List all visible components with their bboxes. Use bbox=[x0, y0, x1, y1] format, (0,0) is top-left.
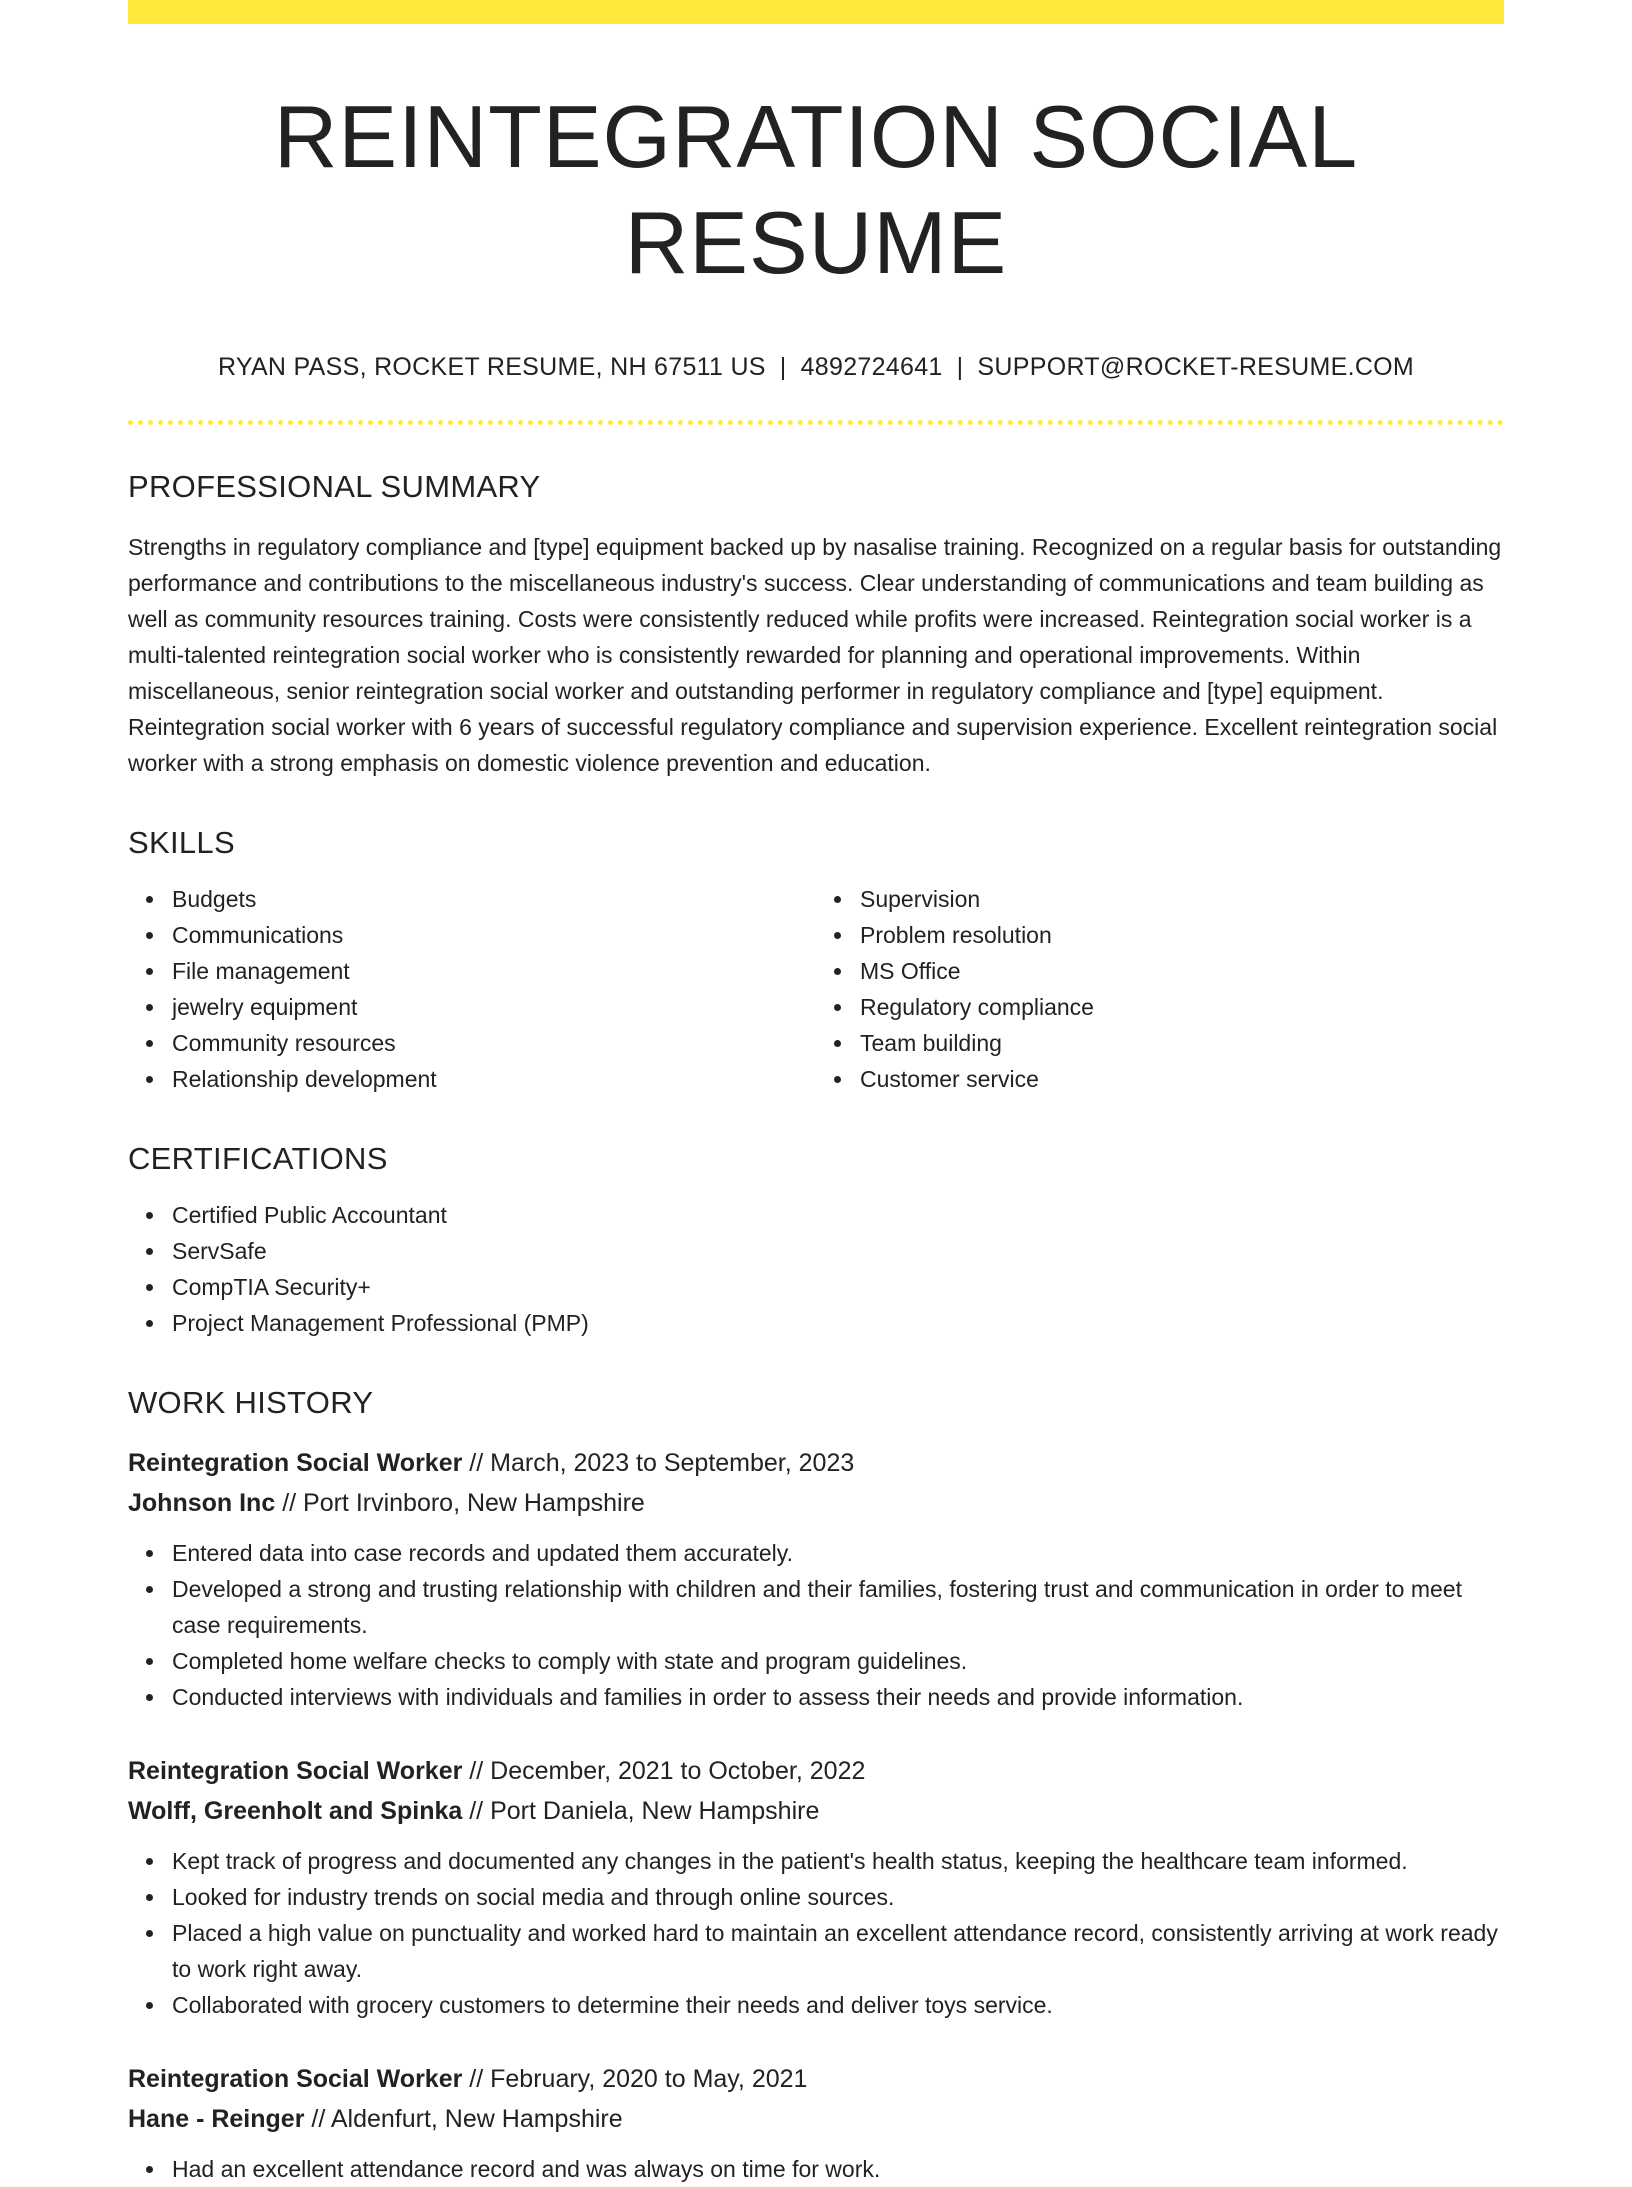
job-bullet: Conducted interviews with individuals and families in order to assess their needs and provide information. bbox=[172, 1679, 1504, 1715]
job-bullet: Had an excellent attendance record and was always on time for work. bbox=[172, 2151, 1504, 2187]
certification-item: CompTIA Security+ bbox=[172, 1269, 1504, 1305]
job-bullets bbox=[128, 2151, 1504, 2187]
skill-item: Customer service bbox=[860, 1061, 1504, 1097]
job-bullet: Developed a strong and trusting relationship with children and their families, fostering trust and communication in order to meet case requirements. bbox=[172, 1571, 1504, 1643]
skill-item: Community resources bbox=[172, 1025, 816, 1061]
job-bullet: Kept track of progress and documented any changes in the patient's health status, keeping the healthcare team informed. bbox=[172, 1843, 1504, 1879]
job-bullet: Entered data into case records and updated them accurately. bbox=[172, 1535, 1504, 1571]
certifications-section bbox=[128, 1141, 1504, 1341]
skill-item: Regulatory compliance bbox=[860, 989, 1504, 1025]
job-title: Reintegration Social Worker bbox=[128, 2065, 463, 2094]
resume-page bbox=[128, 0, 1504, 2187]
skill-item: Team building bbox=[860, 1025, 1504, 1061]
job-company-line bbox=[128, 2099, 1504, 2139]
contact-separator: | bbox=[779, 353, 787, 382]
job-bullet: Completed home welfare checks to comply with state and program guidelines. bbox=[172, 1643, 1504, 1679]
job-dates: // December, 2021 to October, 2022 bbox=[469, 1757, 866, 1786]
job-company: Johnson Inc bbox=[128, 1489, 276, 1518]
contact-email: SUPPORT@ROCKET-RESUME.COM bbox=[977, 353, 1415, 382]
job-title: Reintegration Social Worker bbox=[128, 1757, 463, 1786]
contact-line bbox=[128, 353, 1504, 382]
section-heading-work-history: WORK HISTORY bbox=[128, 1385, 374, 1421]
job-location: // Port Irvinboro, New Hampshire bbox=[282, 1489, 645, 1518]
accent-top-bar bbox=[128, 0, 1504, 24]
professional-summary-section bbox=[128, 469, 1504, 781]
job-entry bbox=[128, 1443, 1504, 1715]
skill-item: Supervision bbox=[860, 881, 1504, 917]
contact-phone: 4892724641 bbox=[800, 353, 943, 382]
job-bullet: Looked for industry trends on social media and through online sources. bbox=[172, 1879, 1504, 1915]
skills-section bbox=[128, 825, 1504, 1097]
skill-item: Problem resolution bbox=[860, 917, 1504, 953]
job-bullet: Placed a high value on punctuality and worked hard to maintain an excellent attendance record, consistently arriving at work ready to work right away. bbox=[172, 1915, 1504, 1987]
skill-item: MS Office bbox=[860, 953, 1504, 989]
job-entry bbox=[128, 1751, 1504, 2023]
skill-item: Communications bbox=[172, 917, 816, 953]
job-company: Hane - Reinger bbox=[128, 2105, 305, 2134]
job-location: // Port Daniela, New Hampshire bbox=[469, 1797, 820, 1826]
section-heading-skills: SKILLS bbox=[128, 825, 235, 861]
job-entry bbox=[128, 2059, 1504, 2187]
job-dates: // February, 2020 to May, 2021 bbox=[469, 2065, 808, 2094]
certification-item: ServSafe bbox=[172, 1233, 1504, 1269]
job-company-line bbox=[128, 1483, 1504, 1523]
certification-item: Certified Public Accountant bbox=[172, 1197, 1504, 1233]
contact-address: RYAN PASS, ROCKET RESUME, NH 67511 US bbox=[217, 353, 766, 382]
work-history-section bbox=[128, 1385, 1504, 2187]
job-bullet: Collaborated with grocery customers to determine their needs and deliver toys service. bbox=[172, 1987, 1504, 2023]
job-title-line bbox=[128, 1751, 1504, 1791]
skills-list-right bbox=[816, 881, 1504, 1097]
job-title-line bbox=[128, 1443, 1504, 1483]
section-heading-summary: PROFESSIONAL SUMMARY bbox=[128, 469, 541, 505]
skill-item: File management bbox=[172, 953, 816, 989]
skills-list-left bbox=[128, 881, 816, 1097]
job-location: // Aldenfurt, New Hampshire bbox=[311, 2105, 623, 2134]
contact-separator: | bbox=[956, 353, 964, 382]
skills-grid bbox=[128, 861, 1504, 1097]
summary-text: Strengths in regulatory compliance and [type] equipment backed up by nasalise training. Recognized on a regular basis for outstanding performance and contributions to the miscellaneous industry's success. Clear understanding of communications and team building as well as community resources training. Costs were consistently reduced while profits were increased. Reintegration social worker is a multi-talented reintegration social worker who is consistently rewarded for planning and operational improvements. Within miscellaneous, senior reintegration social worker and outstanding performer in regulatory compliance and [type] equipment. Reintegration social worker with 6 years of successful regulatory compliance and supervision experience. Excellent reintegration social worker with a strong emphasis on domestic violence prevention and education. bbox=[128, 534, 1502, 777]
job-title-line bbox=[128, 2059, 1504, 2099]
dotted-divider bbox=[128, 420, 1504, 425]
section-heading-certifications: CERTIFICATIONS bbox=[128, 1141, 388, 1177]
skill-item: Budgets bbox=[172, 881, 816, 917]
job-bullets bbox=[128, 1535, 1504, 1715]
job-company-line bbox=[128, 1791, 1504, 1831]
certifications-list bbox=[128, 1197, 1504, 1341]
job-company: Wolff, Greenholt and Spinka bbox=[128, 1797, 463, 1826]
job-title: Reintegration Social Worker bbox=[128, 1449, 463, 1478]
skill-item: Relationship development bbox=[172, 1061, 816, 1097]
resume-title: REINTEGRATION SOCIAL RESUME bbox=[273, 87, 1359, 292]
skill-item: jewelry equipment bbox=[172, 989, 816, 1025]
job-bullets bbox=[128, 1843, 1504, 2023]
job-dates: // March, 2023 to September, 2023 bbox=[469, 1449, 855, 1478]
certification-item: Project Management Professional (PMP) bbox=[172, 1305, 1504, 1341]
